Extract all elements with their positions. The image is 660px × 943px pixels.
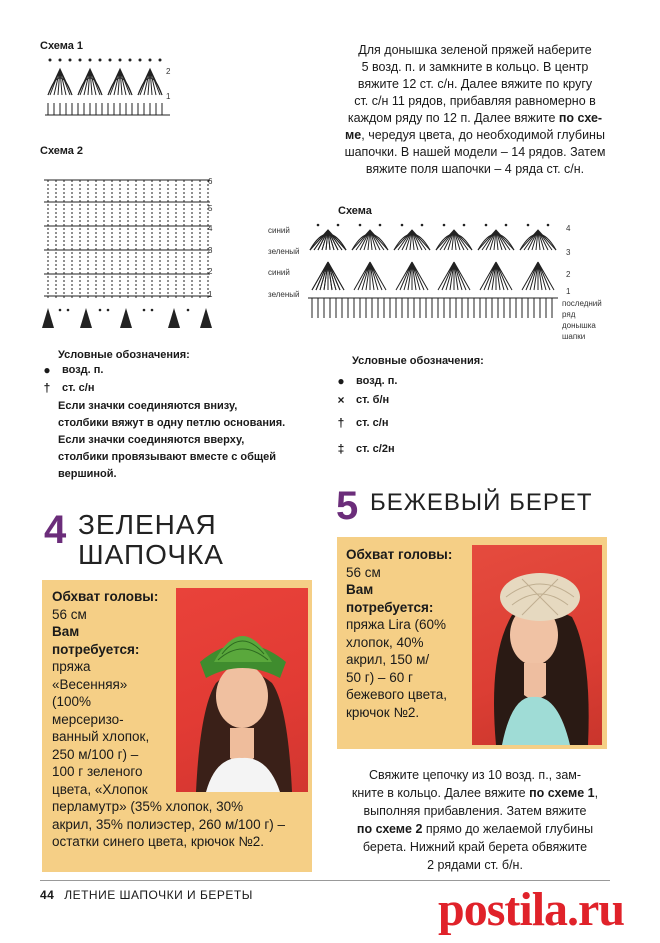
legend-left bbox=[58, 348, 190, 363]
beige-beret-photo bbox=[472, 545, 602, 745]
materials-line: остатки синего цвета, крючок №2. bbox=[52, 834, 265, 849]
beige-beret-illustration bbox=[472, 545, 602, 745]
note-line: последний bbox=[562, 299, 602, 308]
note-line: донышка bbox=[562, 321, 596, 330]
section4-title bbox=[78, 510, 224, 570]
materials-line: мерсеризо- bbox=[52, 711, 124, 727]
legend-note: Если значки соединяются внизу, bbox=[58, 400, 238, 412]
schema2-row-3: 3 bbox=[208, 246, 213, 255]
schema3-color-1: зеленый bbox=[268, 290, 300, 299]
legend-left-title: Условные обозначения: bbox=[58, 349, 190, 361]
materials-line: акрил, 150 м/ bbox=[346, 652, 430, 667]
section5-box-text bbox=[346, 546, 470, 721]
materials-line: цвета, «Хлопок bbox=[52, 781, 148, 797]
intro-line: 5 возд. п. и замкните в кольцо. В центр bbox=[361, 60, 589, 74]
section5-line: кните в кольцо. Далее вяжите bbox=[351, 786, 530, 800]
section5-line: Свяжите цепочку из 10 возд. п., зам- bbox=[368, 768, 582, 782]
intro-line: вяжите поля шапочки – 4 ряда ст. с/н. bbox=[365, 162, 585, 176]
intro-bold: ме bbox=[345, 128, 362, 142]
legend-right-title: Условные обозначения: bbox=[352, 355, 484, 367]
schema2-row-4: 4 bbox=[208, 224, 213, 233]
double-treble-icon: ‡ bbox=[337, 442, 345, 456]
section5-line: , bbox=[594, 786, 599, 800]
intro-bold: по схе- bbox=[558, 111, 603, 125]
head-size-label: Обхват головы: bbox=[52, 589, 159, 604]
materials-line: ванный хлопок, bbox=[52, 729, 150, 744]
intro-text bbox=[330, 42, 620, 178]
schema3-chart bbox=[308, 222, 563, 322]
chain-stitch-icon: ● bbox=[43, 363, 51, 377]
section5-line: 2 рядами ст. б/н. bbox=[427, 858, 523, 872]
section5-bold: по схеме 1 bbox=[529, 786, 595, 800]
materials-line: пряжа bbox=[52, 659, 91, 674]
double-crochet-icon: † bbox=[43, 381, 51, 395]
footer bbox=[40, 888, 253, 902]
section5-title: БЕЖЕВЫЙ БЕРЕТ bbox=[370, 489, 593, 516]
watermark-text: postila.ru bbox=[438, 883, 625, 936]
legend-right-label: возд. п. bbox=[356, 375, 398, 387]
materials-line: 50 г) – 60 г bbox=[346, 669, 413, 685]
intro-line: каждом ряду по 12 п. Далее вяжите bbox=[347, 111, 559, 125]
schema3-color-4: синий bbox=[268, 226, 290, 235]
schema2-row-1: 1 bbox=[208, 290, 213, 299]
materials-label: потребуется: bbox=[346, 599, 434, 615]
intro-line: шапочки. В нашей модели – 14 рядов. Затем bbox=[344, 145, 606, 159]
schema2-title: Схема 2 bbox=[40, 145, 84, 157]
head-size-label: Обхват головы: bbox=[346, 547, 453, 562]
materials-line: акрил, 35% полиэстер, 260 м/100 г) – bbox=[52, 816, 286, 832]
intro-line: Для донышка зеленой пряжей наберите bbox=[358, 43, 592, 57]
legend-right-label: ст. б/н bbox=[356, 394, 390, 406]
materials-label: потребуется: bbox=[52, 641, 140, 657]
materials-line: хлопок, 40% bbox=[346, 634, 424, 650]
legend-note: вершиной. bbox=[58, 468, 117, 480]
schema3-row-2: 2 bbox=[566, 270, 571, 279]
schema3-row-4: 4 bbox=[566, 224, 571, 233]
materials-label: Вам bbox=[346, 582, 374, 597]
schema3-color-2: синий bbox=[268, 268, 290, 277]
schema1-row-1: 1 bbox=[166, 92, 171, 101]
schema2-row-5: 5 bbox=[208, 204, 213, 213]
materials-line: крючок №2. bbox=[346, 704, 420, 720]
schema2-row-6: 6 bbox=[208, 177, 213, 186]
head-size-value: 56 см bbox=[52, 606, 87, 622]
intro-line: , чередуя цвета, до необходимой глубины bbox=[361, 128, 605, 142]
schema1-chart bbox=[40, 55, 180, 130]
section5-number: 5 bbox=[336, 484, 359, 528]
legend-left-label-chain: возд. п. bbox=[62, 364, 104, 376]
schema1-row-2: 2 bbox=[166, 67, 171, 76]
legend-left-label-dc: ст. с/н bbox=[62, 382, 95, 394]
schema3-row-3: 3 bbox=[566, 248, 571, 257]
section5-text bbox=[330, 766, 620, 874]
schema3-title: Схема bbox=[338, 205, 372, 217]
section5-line: берета. Нижний край берета обвяжите bbox=[362, 840, 588, 854]
schema2-row-2: 2 bbox=[208, 267, 213, 276]
footer-title: ЛЕТНИЕ ШАПОЧКИ И БЕРЕТЫ bbox=[64, 888, 253, 902]
page-number: 44 bbox=[40, 888, 55, 902]
legend-left-items bbox=[40, 363, 103, 396]
note-line: шапки bbox=[562, 332, 586, 341]
double-crochet-icon: † bbox=[337, 416, 345, 430]
schema3-row-1: 1 bbox=[566, 287, 571, 296]
materials-line: «Весенняя» bbox=[52, 676, 128, 692]
section5-line: выполняя прибавления. Затем вяжите bbox=[363, 804, 587, 818]
chain-stitch-icon: ● bbox=[337, 374, 345, 388]
materials-line: бежевого цвета, bbox=[346, 687, 447, 702]
section4-box-text bbox=[52, 588, 302, 851]
legend-left-notes bbox=[58, 398, 328, 483]
footer-divider bbox=[40, 880, 610, 881]
section4-title-line: ШАПОЧКА bbox=[78, 539, 224, 570]
note-line: ряд bbox=[562, 310, 576, 319]
section4-title-line: ЗЕЛЕНАЯ bbox=[78, 509, 217, 540]
materials-label: Вам bbox=[52, 624, 80, 639]
section5-bold: по схеме 2 bbox=[356, 822, 423, 836]
schema3-last-row-note bbox=[562, 298, 602, 342]
head-size-value: 56 см bbox=[346, 564, 381, 580]
intro-line: вяжите 12 ст. с/н. Далее вяжите по кругу bbox=[357, 77, 593, 91]
materials-line: 250 м/100 г) – bbox=[52, 746, 139, 762]
intro-line: ст. с/н 11 рядов, прибавляя равномерно в bbox=[354, 94, 596, 108]
legend-right-items bbox=[334, 372, 397, 459]
schema3-color-3: зеленый bbox=[268, 247, 300, 256]
materials-line: перламутр» (35% хлопок, 30% bbox=[52, 799, 244, 814]
materials-line: 100 г зеленого bbox=[52, 764, 143, 779]
single-crochet-icon: × bbox=[337, 393, 345, 407]
legend-note: столбики вяжут в одну петлю основания. bbox=[58, 417, 286, 429]
legend-note: Если значки соединяются вверху, bbox=[58, 434, 245, 446]
schema2-chart bbox=[40, 168, 215, 330]
legend-right-label: ст. с/2н bbox=[356, 443, 395, 455]
schema1-title: Схема 1 bbox=[40, 40, 84, 52]
legend-right-label: ст. с/н bbox=[356, 417, 389, 429]
materials-line: (100% bbox=[52, 694, 92, 709]
materials-line: пряжа Lira (60% bbox=[346, 617, 447, 632]
legend-note: столбики провязывают вместе с общей bbox=[58, 451, 277, 463]
section5-line: прямо до желаемой глубины bbox=[422, 822, 594, 836]
section4-number: 4 bbox=[44, 508, 67, 552]
